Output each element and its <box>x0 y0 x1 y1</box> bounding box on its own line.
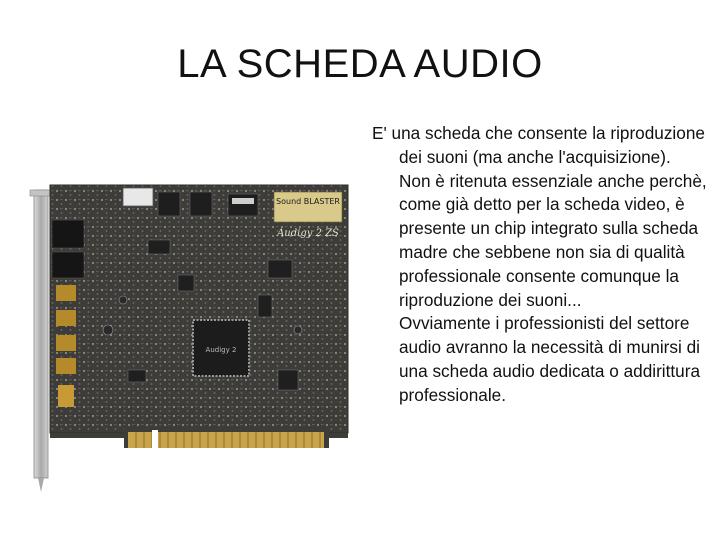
circuit-board <box>50 185 348 440</box>
audio-chip <box>193 320 249 376</box>
brand-logo <box>274 192 342 239</box>
svg-text:Audigy 2: Audigy 2 <box>205 346 237 354</box>
body-text <box>372 122 707 408</box>
paragraph-integrated-chip: Non è ritenuta essenziale anche perchè, come già detto per la scheda video, è presente un chip integrato sulla scheda madre che sebbene non sia di qualità professionale consente comunque la riproduzione dei suoni... <box>399 170 707 310</box>
sound-card-image <box>28 180 350 502</box>
metal-bracket <box>30 190 52 492</box>
slide-title: LA SCHEDA AUDIO <box>177 42 543 86</box>
pci-edge-connector <box>124 428 329 448</box>
svg-text:Sound BLASTER: Sound BLASTER <box>276 197 340 206</box>
paragraph-intro: E' una scheda che consente la riproduzione dei suoni (ma anche l'acquisizione). <box>372 123 705 167</box>
svg-text:Audigy 2 ZS: Audigy 2 ZS <box>277 228 339 239</box>
paragraph-professionals: Ovviamente i professionisti del settore audio avranno la necessità di munirsi di una scheda audio dedicata o addirittura professionale. <box>399 313 700 405</box>
